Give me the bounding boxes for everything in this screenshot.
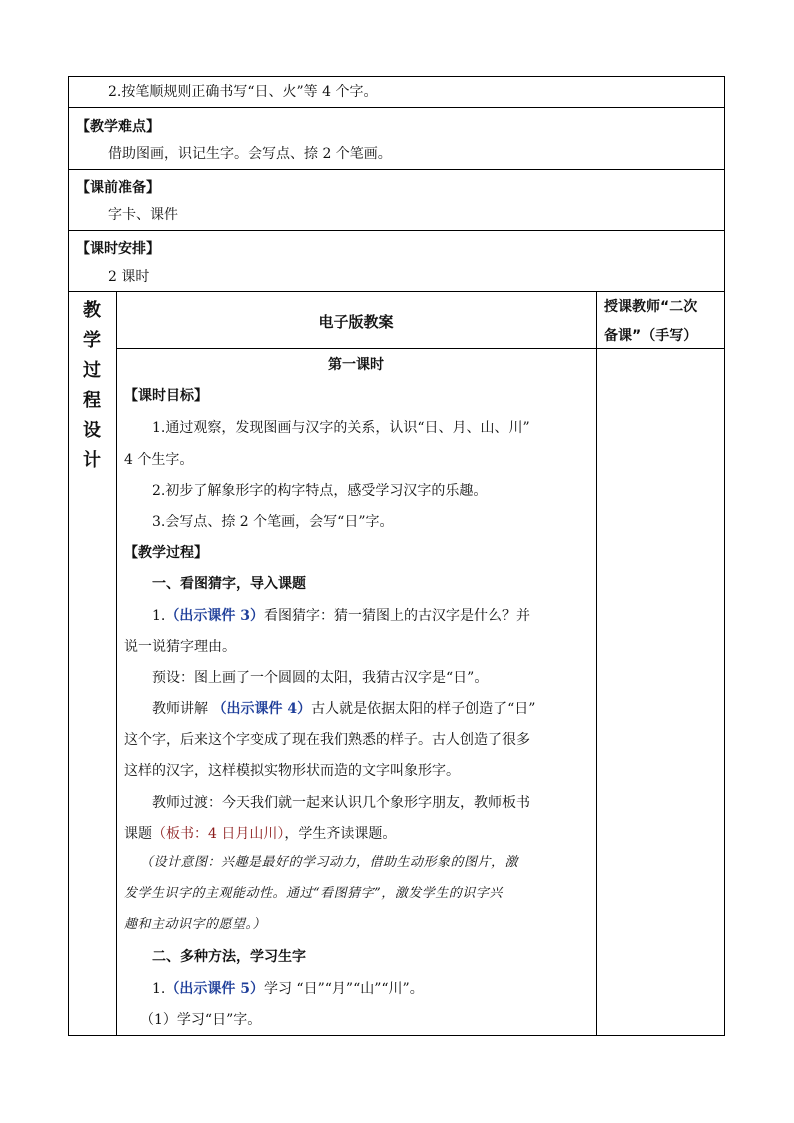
step-2-number: 1. [152,981,166,997]
process-label-char: 学 [83,330,101,351]
step-2-sub: （1）学习“日”字。 [140,1012,262,1028]
column-divider [596,291,597,1036]
board-text: （板书：4 日月山川） [152,826,285,842]
process-label-char: 教 [83,300,101,321]
period-title: 第一课时 [328,357,384,373]
prep-heading: 【课前准备】 [76,180,160,196]
goal-1-line1: 1.通过观察，发现图画与汉字的关系，认识“日、月、山、川” [152,420,530,436]
process-heading: 【教学过程】 [124,545,208,561]
preset-text: 预设：图上画了一个圆圆的太阳，我猜古汉字是“日”。 [152,670,489,686]
design-intent-line1: （设计意图：兴趣是最好的学习动力，借助生动形象的图片，激 [140,855,519,870]
row-divider [68,107,725,108]
prep-text: 字卡、课件 [108,207,178,223]
difficulty-heading: 【教学难点】 [76,119,160,135]
step-2-line [152,980,424,998]
explain-line3: 这样的汉字，这样模拟实物形状而造的文字叫象形字。 [124,763,460,779]
process-label-char: 计 [83,450,101,471]
explain-text: 古人就是依据太阳的样子创造了“日” [311,701,536,717]
courseware-tag-4: （出示课件 4） [212,701,312,717]
explain-line1 [152,700,535,718]
transition-prefix: 课题 [124,826,152,842]
row-divider [68,230,725,231]
step-1-number: 1. [152,608,166,624]
goal-1-line2: 4 个生字。 [124,452,194,468]
process-label-char: 过 [83,360,101,381]
step-1-line1 [152,607,530,625]
row-divider [68,169,725,170]
transition-line2 [124,825,396,843]
step-2-text: 学习 “日”“月”“山”“川”。 [263,981,424,997]
electronic-plan-header: 电子版教案 [318,313,394,331]
transition-suffix: ，学生齐读课题。 [284,826,397,842]
teacher-notes-header-line1: 授课教师“二次 [604,299,698,315]
header-divider [116,348,725,349]
section-2-title: 二、多种方法，学习生字 [152,949,306,965]
courseware-tag-3: （出示课件 3） [165,608,264,624]
goal-2: 2.初步了解象形字的构字特点，感受学习汉字的乐趣。 [152,483,488,499]
goal-3: 3.会写点、捺 2 个笔画，会写“日”字。 [152,514,394,530]
step-1-line2: 说一说猜字理由。 [124,639,236,655]
courseware-tag-5: （出示课件 5） [165,981,264,997]
schedule-heading: 【课时安排】 [76,241,160,257]
section-1-title: 一、看图猜字，导入课题 [152,576,306,592]
step-1-text: 看图猜字：猜一猜图上的古汉字是什么？并 [263,608,530,624]
teacher-notes-header-line2: 备课”（手写） [604,328,698,344]
objective-2: 2.按笔顺规则正确书写“日、火”等 4 个字。 [108,84,378,100]
process-label-char: 设 [83,420,101,441]
design-intent-line2: 发学生识字的主观能动性。通过“看图猜字”，激发学生的识字兴 [124,886,503,901]
difficulty-text: 借助图画，识记生字。会写点、捺 2 个笔画。 [108,146,392,162]
schedule-text: 2 课时 [108,269,150,285]
explain-lead: 教师讲解 [152,701,213,717]
explain-line2: 这个字，后来这个字变成了现在我们熟悉的样子。古人创造了很多 [124,732,530,748]
row-divider [68,291,725,292]
design-intent-line3: 趣和主动识字的愿望。） [124,917,267,932]
column-divider [116,291,117,1036]
process-label-char: 程 [83,390,101,411]
transition-line1: 教师过渡：今天我们就一起来认识几个象形字朋友，教师板书 [152,795,530,811]
goals-heading: 【课时目标】 [124,388,208,404]
